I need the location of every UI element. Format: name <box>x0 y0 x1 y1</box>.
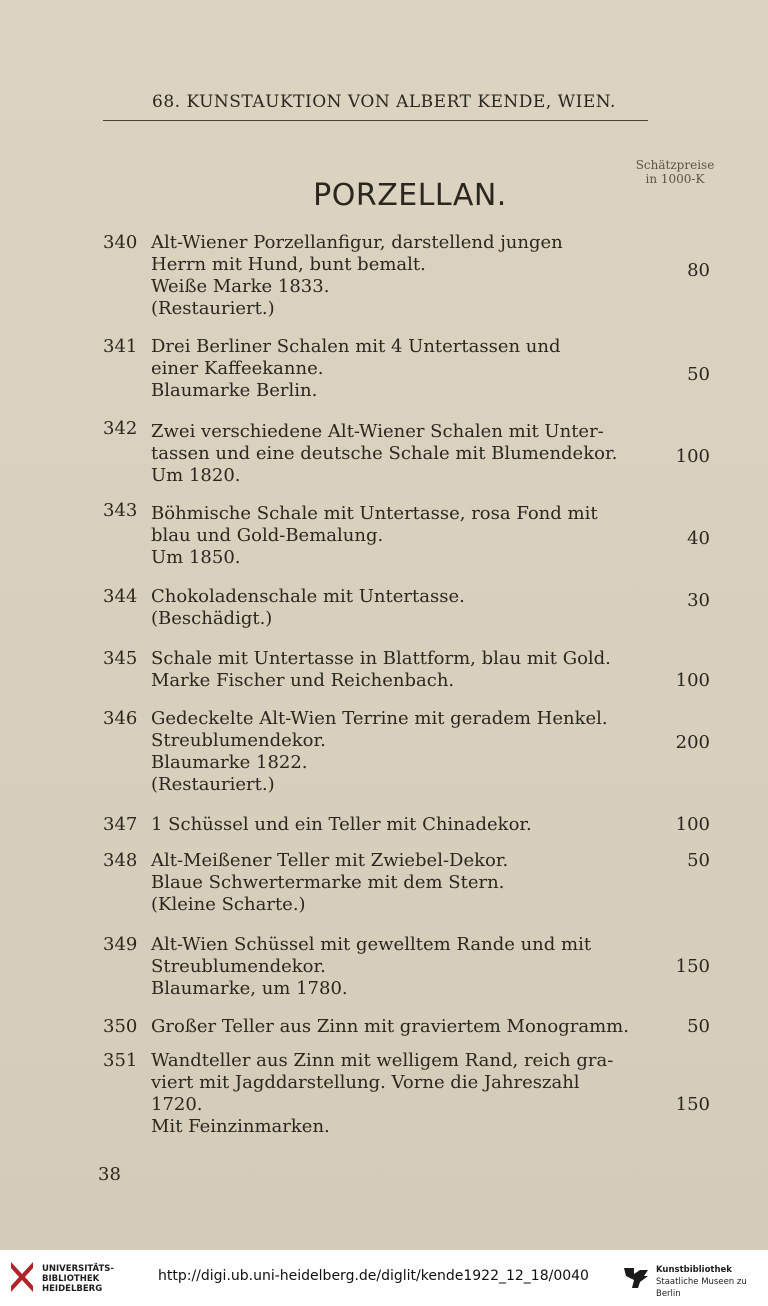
lot-line: Weiße Marke 1833. <box>151 276 330 297</box>
lot-line: (Beschädigt.) <box>151 608 273 629</box>
lot-line: Böhmische Schale mit Untertasse, rosa Fond mit <box>151 503 598 524</box>
library-name-line: UNIVERSITÄTS- <box>42 1264 114 1274</box>
lot-line: blau und Gold-Bemalung. <box>151 525 384 546</box>
lot-line: Blaumarke Berlin. <box>151 380 318 401</box>
lot-line: Großer Teller aus Zinn mit graviertem Monogramm. <box>151 1016 629 1037</box>
lot-description <box>151 232 641 320</box>
lot-description <box>151 586 641 630</box>
lot-price: 150 <box>675 956 710 977</box>
footer-bar <box>0 1250 768 1306</box>
library-name-line: BIBLIOTHEK <box>42 1274 100 1284</box>
library-sub-line: Staatliche Museen zu Berlin <box>656 1277 747 1299</box>
lot-line: 1 Schüssel und ein Teller mit Chinadekor. <box>151 814 532 835</box>
lot-price: 50 <box>687 1016 710 1037</box>
lot-line: Um 1850. <box>151 547 241 568</box>
lot-description <box>151 648 641 692</box>
lot-line: (Kleine Scharte.) <box>151 894 306 915</box>
lot-line: Drei Berliner Schalen mit 4 Untertassen und <box>151 336 561 357</box>
lot-line: Zwei verschiedene Alt-Wiener Schalen mit Unter- <box>151 421 604 442</box>
lot-price: 100 <box>675 446 710 467</box>
lot-line: Streublumendekor. <box>151 730 326 751</box>
lot-number: 343 <box>103 500 138 521</box>
lot-number: 350 <box>103 1016 138 1037</box>
lot-number: 342 <box>103 418 138 439</box>
price-heading-line1: Schätzpreise <box>635 158 715 172</box>
lot-line: Alt-Wiener Porzellanfigur, darstellend jungen <box>151 232 563 253</box>
lot-description <box>151 421 641 487</box>
lot-description <box>151 934 641 1000</box>
page-number: 38 <box>98 1164 121 1185</box>
library-name-line: HEIDELBERG <box>42 1284 103 1294</box>
lot-description <box>151 336 641 402</box>
lot-number: 340 <box>103 232 138 253</box>
lot-line: tassen und eine deutsche Schale mit Blumendekor. <box>151 443 618 464</box>
lot-number: 351 <box>103 1050 138 1071</box>
lot-number: 348 <box>103 850 138 871</box>
lot-line: Blaumarke, um 1780. <box>151 978 348 999</box>
lot-line: Wandteller aus Zinn mit welligem Rand, reich gra- <box>151 1050 614 1071</box>
lot-line: (Restauriert.) <box>151 298 275 319</box>
section-title: PORZELLAN. <box>313 178 507 213</box>
lot-description <box>151 814 641 836</box>
lot-line: Blaumarke 1822. <box>151 752 308 773</box>
lot-line: viert mit Jagddarstellung. Vorne die Jahreszahl <box>151 1072 580 1093</box>
heidelberg-crest-icon <box>8 1260 36 1294</box>
lot-description <box>151 850 641 916</box>
lot-line: einer Kaffeekanne. <box>151 358 324 379</box>
lot-price: 40 <box>687 528 710 549</box>
lot-number: 341 <box>103 336 138 357</box>
lot-line: Marke Fischer und Reichenbach. <box>151 670 455 691</box>
library-name-line: Kunstbibliothek <box>656 1265 732 1275</box>
lot-line: Alt-Meißener Teller mit Zwiebel-Dekor. <box>151 850 509 871</box>
lot-line: Blaue Schwertermarke mit dem Stern. <box>151 872 505 893</box>
eagle-icon <box>622 1264 650 1290</box>
lot-line: Streublumendekor. <box>151 956 326 977</box>
heidelberg-library-logo[interactable] <box>8 1258 148 1298</box>
lot-description <box>151 1016 641 1038</box>
lot-price: 150 <box>675 1094 710 1115</box>
lot-price: 50 <box>687 850 710 871</box>
lot-number: 345 <box>103 648 138 669</box>
lot-price: 200 <box>675 732 710 753</box>
lot-description <box>151 503 641 569</box>
price-heading-line2: in 1000-K <box>645 172 705 186</box>
lot-line: 1720. <box>151 1094 203 1115</box>
lot-line: Gedeckelte Alt-Wien Terrine mit geradem Henkel. <box>151 708 608 729</box>
lot-line: Herrn mit Hund, bunt bemalt. <box>151 254 426 275</box>
kunstbibliothek-logo[interactable] <box>622 1258 766 1298</box>
lot-number: 349 <box>103 934 138 955</box>
lot-description <box>151 708 641 796</box>
lot-description <box>151 1050 641 1138</box>
lot-line: Alt-Wien Schüssel mit gewelltem Rande und mit <box>151 934 592 955</box>
running-header: 68. KUNSTAUKTION VON ALBERT KENDE, WIEN. <box>152 92 616 112</box>
lot-price: 30 <box>687 590 710 611</box>
lot-price: 100 <box>675 670 710 691</box>
lot-line: Chokoladenschale mit Untertasse. <box>151 586 465 607</box>
lot-price: 80 <box>687 260 710 281</box>
lot-line: (Restauriert.) <box>151 774 275 795</box>
lot-number: 346 <box>103 708 138 729</box>
lot-price: 50 <box>687 364 710 385</box>
lot-number: 347 <box>103 814 138 835</box>
permalink-url[interactable]: http://digi.ub.uni-heidelberg.de/diglit/kende1922_12_18/0040 <box>158 1268 589 1284</box>
header-rule <box>103 120 648 121</box>
lot-line: Mit Feinzinmarken. <box>151 1116 330 1137</box>
lot-number: 344 <box>103 586 138 607</box>
heidelberg-library-name <box>42 1264 114 1294</box>
lot-line: Um 1820. <box>151 465 241 486</box>
kunstbibliothek-name <box>656 1264 766 1300</box>
lot-price: 100 <box>675 814 710 835</box>
lot-line: Schale mit Untertasse in Blattform, blau mit Gold. <box>151 648 611 669</box>
